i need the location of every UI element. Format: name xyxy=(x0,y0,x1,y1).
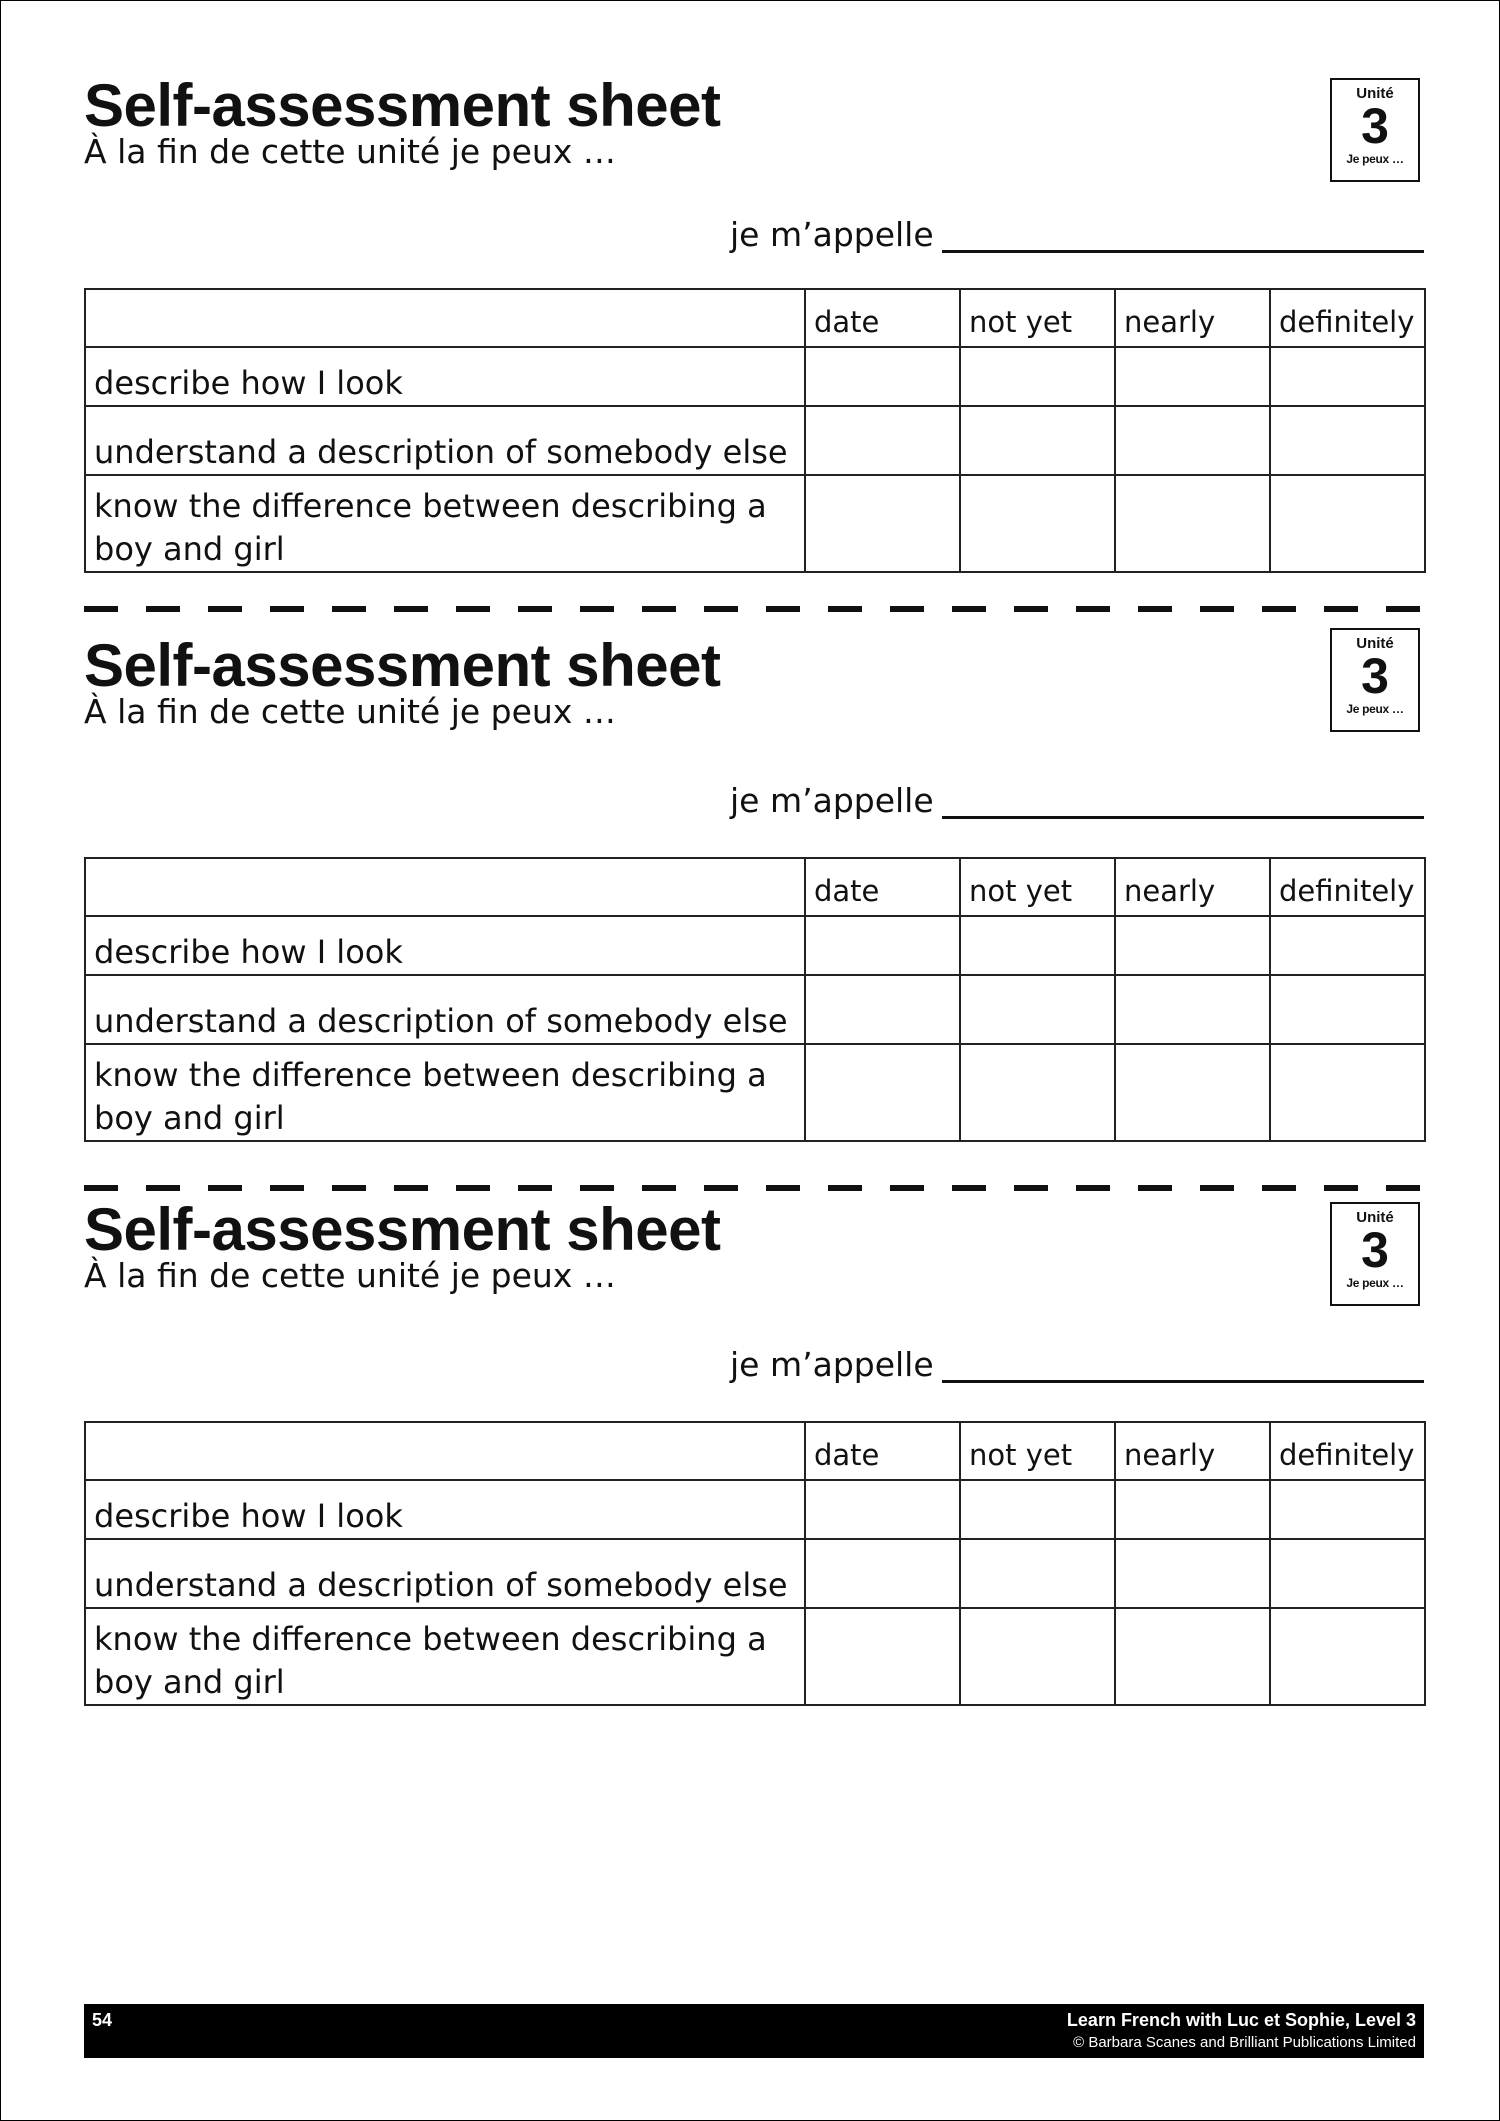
badge-number: 3 xyxy=(1361,648,1389,704)
name-field[interactable] xyxy=(730,210,1424,260)
header-date: date xyxy=(805,858,960,916)
not-yet-cell[interactable] xyxy=(960,975,1115,1044)
name-label: je m’appelle xyxy=(730,215,934,254)
date-cell[interactable] xyxy=(805,975,960,1044)
criterion-cell: know the difference between describing a boy and girl xyxy=(85,475,805,572)
criterion-cell: understand a description of somebody else xyxy=(85,406,805,475)
table-header-row xyxy=(85,1422,1425,1480)
date-cell[interactable] xyxy=(805,475,960,572)
nearly-cell[interactable] xyxy=(1115,1608,1270,1705)
name-write-line[interactable] xyxy=(942,816,1424,819)
badge-caption: Je peux … xyxy=(1346,1276,1404,1290)
not-yet-cell[interactable] xyxy=(960,1608,1115,1705)
sheet-title: Self-assessment sheet xyxy=(84,632,721,699)
definitely-cell[interactable] xyxy=(1270,347,1425,406)
header-cell-empty xyxy=(85,1422,805,1480)
table-row xyxy=(85,975,1425,1044)
badge-label: Unité xyxy=(1356,1209,1394,1226)
page-number: 54 xyxy=(92,2010,113,2030)
self-assessment-section-1 xyxy=(84,74,1424,604)
table-row xyxy=(85,406,1425,475)
nearly-cell[interactable] xyxy=(1115,1539,1270,1608)
header-date: date xyxy=(805,289,960,347)
date-cell[interactable] xyxy=(805,1608,960,1705)
name-field[interactable] xyxy=(730,1340,1424,1390)
badge-number: 3 xyxy=(1361,1222,1389,1278)
badge-number: 3 xyxy=(1361,98,1389,154)
table-row xyxy=(85,1044,1425,1141)
nearly-cell[interactable] xyxy=(1115,1044,1270,1141)
table-row xyxy=(85,1608,1425,1705)
table-row xyxy=(85,475,1425,572)
criterion-cell: describe how I look xyxy=(85,347,805,406)
not-yet-cell[interactable] xyxy=(960,406,1115,475)
date-cell[interactable] xyxy=(805,1044,960,1141)
table-header-row xyxy=(85,289,1425,347)
name-write-line[interactable] xyxy=(942,250,1424,253)
badge-caption: Je peux … xyxy=(1346,152,1404,166)
badge-caption: Je peux … xyxy=(1346,702,1404,716)
definitely-cell[interactable] xyxy=(1270,406,1425,475)
not-yet-cell[interactable] xyxy=(960,1044,1115,1141)
badge-label: Unité xyxy=(1356,85,1394,102)
header-definitely: definitely xyxy=(1270,858,1425,916)
self-assessment-section-3 xyxy=(84,1198,1424,1728)
header-definitely: definitely xyxy=(1270,289,1425,347)
definitely-cell[interactable] xyxy=(1270,1539,1425,1608)
table-header-row xyxy=(85,858,1425,916)
definitely-cell[interactable] xyxy=(1270,916,1425,975)
page-footer xyxy=(84,2004,1424,2058)
name-label: je m’appelle xyxy=(730,1345,934,1384)
criterion-cell: describe how I look xyxy=(85,1480,805,1539)
nearly-cell[interactable] xyxy=(1115,347,1270,406)
name-field[interactable] xyxy=(730,776,1424,826)
header-nearly: nearly xyxy=(1115,1422,1270,1480)
definitely-cell[interactable] xyxy=(1270,1608,1425,1705)
header-nearly: nearly xyxy=(1115,289,1270,347)
header-not-yet: not yet xyxy=(960,289,1115,347)
nearly-cell[interactable] xyxy=(1115,975,1270,1044)
nearly-cell[interactable] xyxy=(1115,475,1270,572)
unit-badge xyxy=(1330,78,1420,182)
definitely-cell[interactable] xyxy=(1270,1044,1425,1141)
criterion-cell: know the difference between describing a boy and girl xyxy=(85,1608,805,1705)
table-row xyxy=(85,916,1425,975)
not-yet-cell[interactable] xyxy=(960,347,1115,406)
not-yet-cell[interactable] xyxy=(960,1539,1115,1608)
criterion-cell: describe how I look xyxy=(85,916,805,975)
header-date: date xyxy=(805,1422,960,1480)
name-label: je m’appelle xyxy=(730,781,934,820)
date-cell[interactable] xyxy=(805,347,960,406)
sheet-subtitle: À la fin de cette unité je peux … xyxy=(84,1256,616,1295)
header-cell-empty xyxy=(85,289,805,347)
header-cell-empty xyxy=(85,858,805,916)
cut-line-1 xyxy=(84,606,1424,612)
header-nearly: nearly xyxy=(1115,858,1270,916)
table-row xyxy=(85,1480,1425,1539)
not-yet-cell[interactable] xyxy=(960,916,1115,975)
header-not-yet: not yet xyxy=(960,858,1115,916)
definitely-cell[interactable] xyxy=(1270,1480,1425,1539)
name-write-line[interactable] xyxy=(942,1380,1424,1383)
header-definitely: definitely xyxy=(1270,1422,1425,1480)
date-cell[interactable] xyxy=(805,1539,960,1608)
criterion-cell: understand a description of somebody else xyxy=(85,975,805,1044)
nearly-cell[interactable] xyxy=(1115,916,1270,975)
not-yet-cell[interactable] xyxy=(960,1480,1115,1539)
criterion-cell: know the difference between describing a boy and girl xyxy=(85,1044,805,1141)
sheet-subtitle: À la fin de cette unité je peux … xyxy=(84,692,616,731)
header-not-yet: not yet xyxy=(960,1422,1115,1480)
cut-line-2 xyxy=(84,1185,1424,1191)
date-cell[interactable] xyxy=(805,1480,960,1539)
not-yet-cell[interactable] xyxy=(960,475,1115,572)
copyright-notice: © Barbara Scanes and Brilliant Publications Limited xyxy=(1073,2034,1416,2051)
badge-label: Unité xyxy=(1356,635,1394,652)
definitely-cell[interactable] xyxy=(1270,975,1425,1044)
criterion-cell: understand a description of somebody else xyxy=(85,1539,805,1608)
date-cell[interactable] xyxy=(805,916,960,975)
unit-badge xyxy=(1330,1202,1420,1306)
nearly-cell[interactable] xyxy=(1115,1480,1270,1539)
unit-badge xyxy=(1330,628,1420,732)
definitely-cell[interactable] xyxy=(1270,475,1425,572)
sheet-subtitle: À la fin de cette unité je peux … xyxy=(84,132,616,171)
self-assessment-section-2 xyxy=(84,634,1424,1164)
sheet-title: Self-assessment sheet xyxy=(84,1196,721,1263)
book-title: Learn French with Luc et Sophie, Level 3 xyxy=(1066,2010,1416,2030)
nearly-cell[interactable] xyxy=(1115,406,1270,475)
table-row xyxy=(85,1539,1425,1608)
sheet-title: Self-assessment sheet xyxy=(84,72,721,139)
table-row xyxy=(85,347,1425,406)
assessment-table xyxy=(84,857,1426,1142)
assessment-table xyxy=(84,1421,1426,1706)
date-cell[interactable] xyxy=(805,406,960,475)
assessment-table xyxy=(84,288,1426,573)
